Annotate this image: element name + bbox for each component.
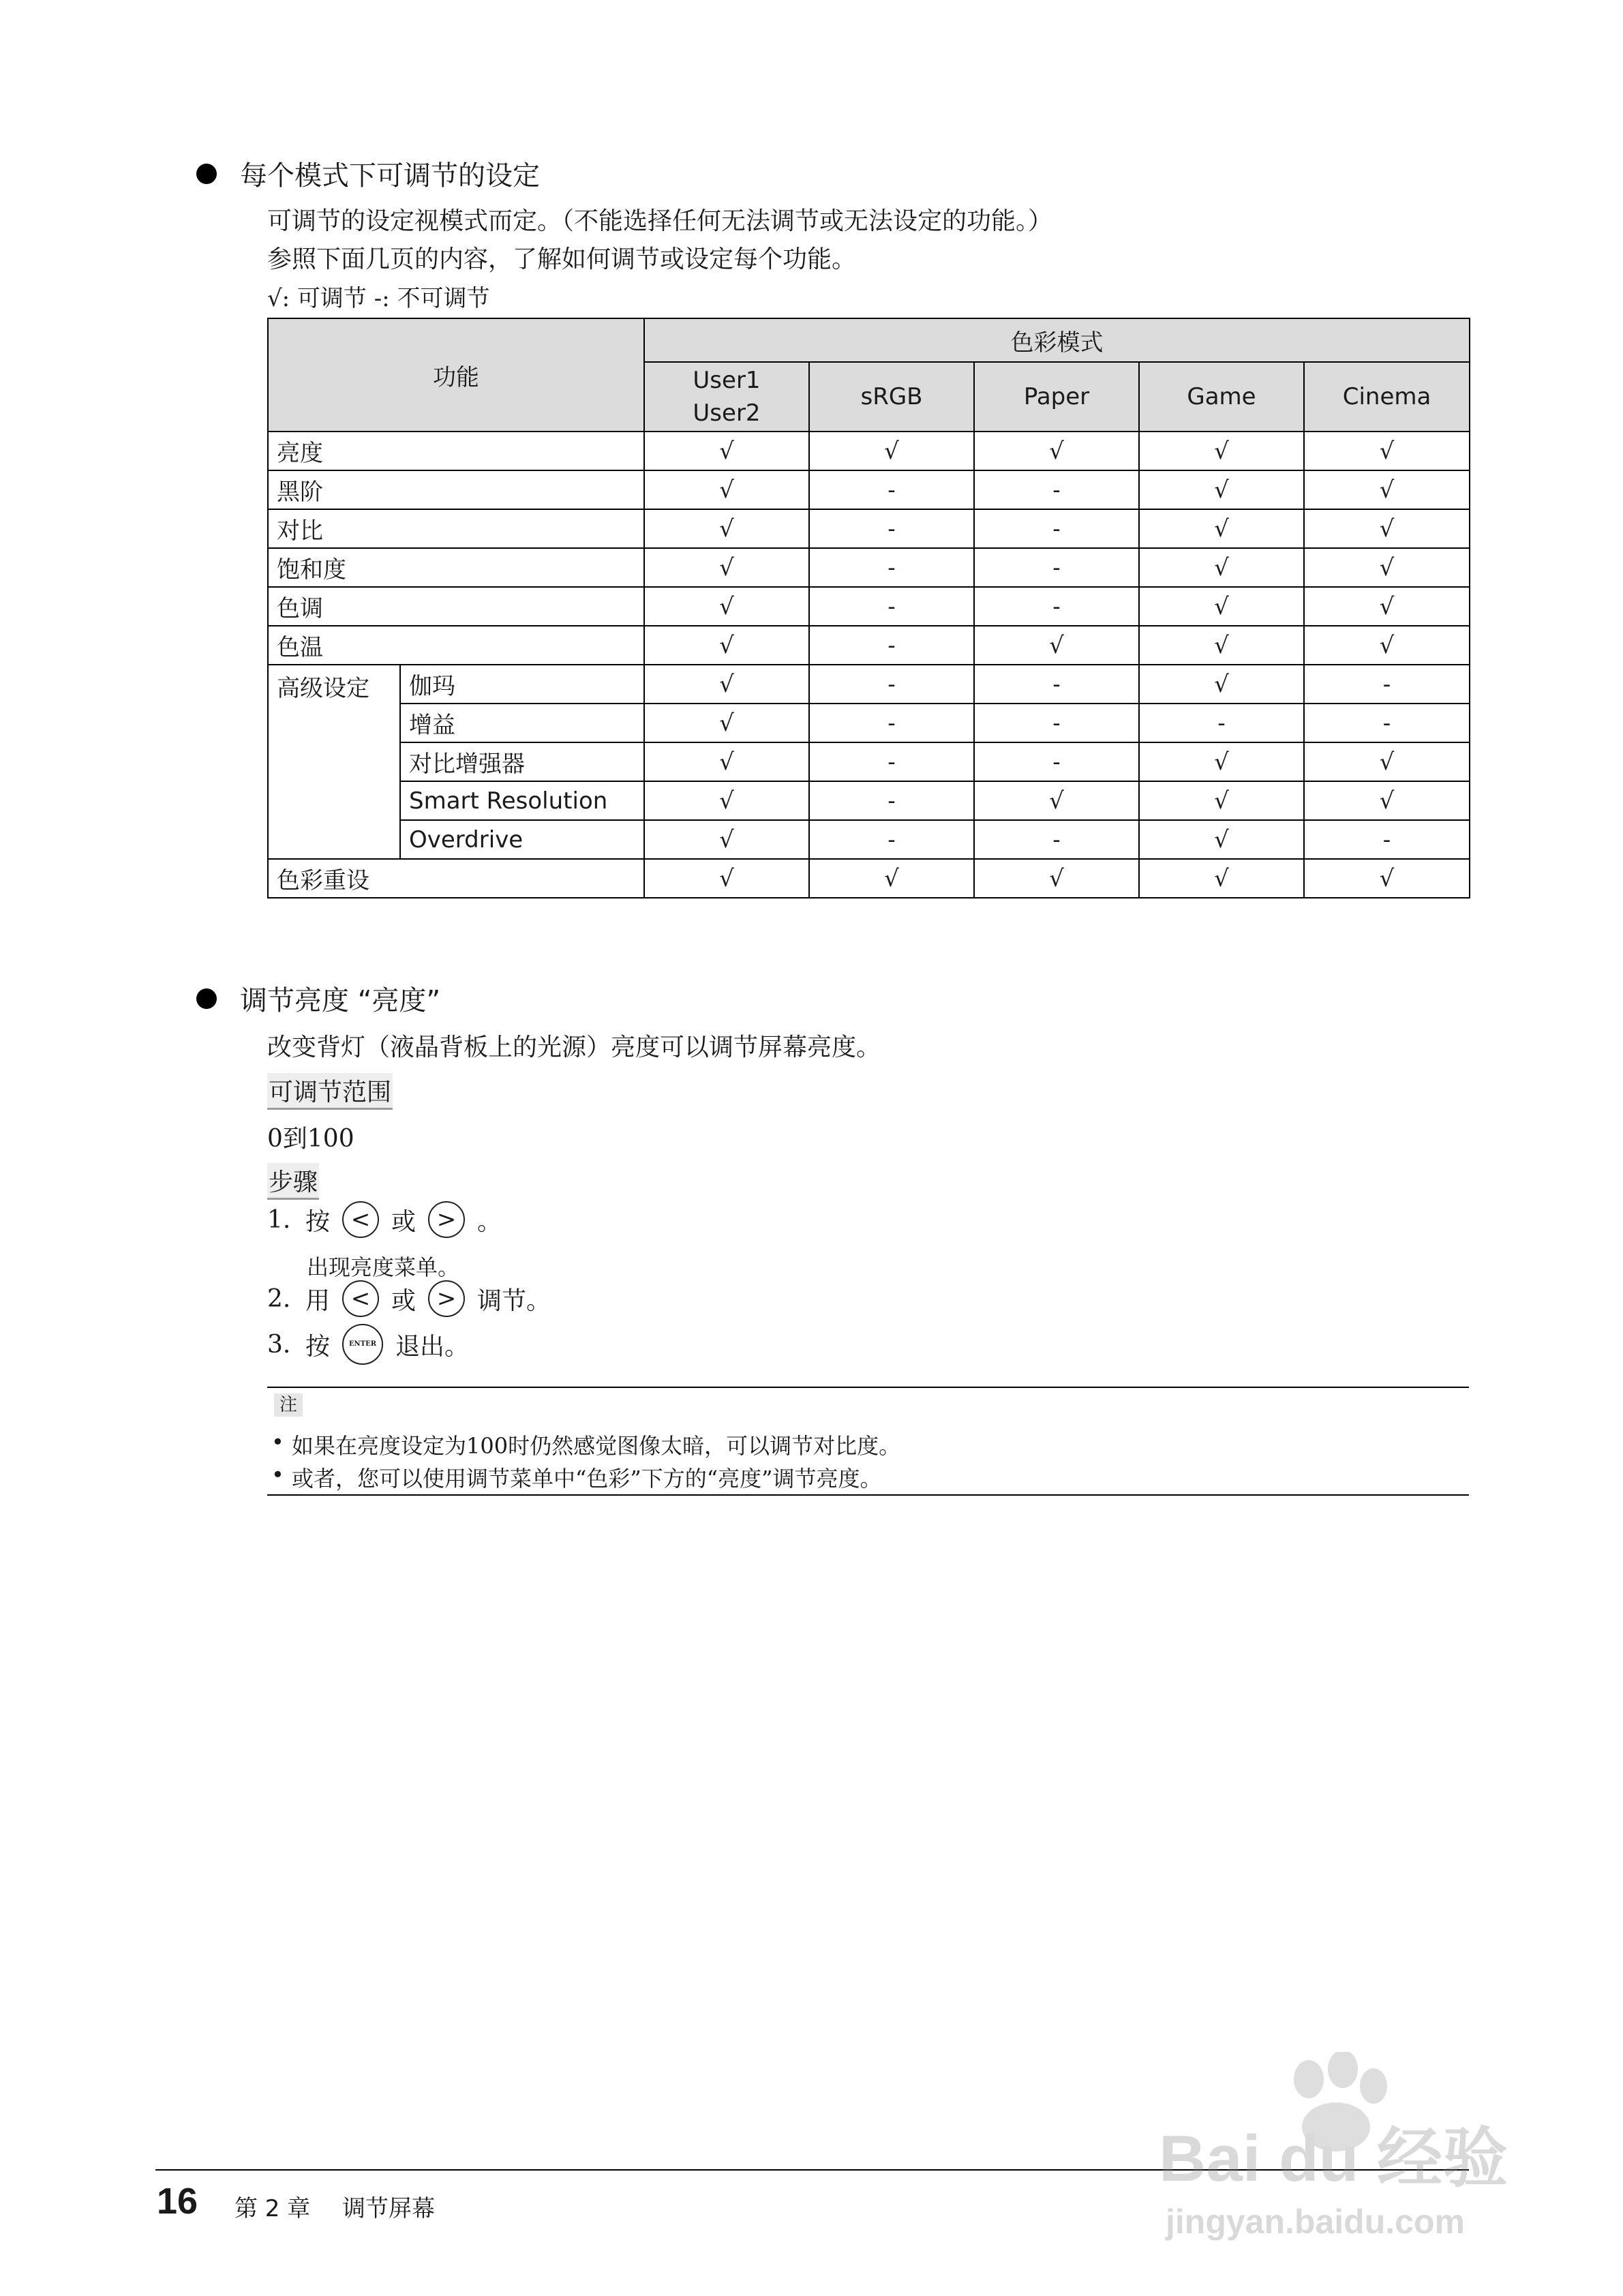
step-verb: 按 [305,1332,331,1361]
table-row [268,742,1470,781]
mode-settings-table [267,318,1470,898]
range-value: 0到100 [267,1125,354,1153]
legend-text: √: 可调节 -: 不可调节 [267,285,490,312]
note-text: 或者，您可以使用调节菜单中“色彩”下方的“亮度”调节亮度。 [292,1466,882,1492]
mode-cell: - [974,509,1139,548]
brightness-description: 改变背灯（液晶背板上的光源）亮度可以调节屏幕亮度。 [267,1033,881,1061]
note-bottom-rule [267,1494,1469,1496]
mode-cell: - [809,704,974,742]
color-mode-header: 色彩模式 [644,318,1470,362]
mode-cell: √ [1304,742,1470,781]
step-end: 。 [477,1207,502,1236]
advanced-settings-label: 高级设定 [268,665,400,859]
mode-cell: √ [644,704,809,742]
mode-cell: √ [644,665,809,704]
section-heading-modes [196,154,540,193]
mode-cell: √ [644,432,809,470]
step-verb: 按 [305,1207,331,1236]
mode-cell: √ [1139,859,1304,898]
mode-cell: √ [644,781,809,820]
step-3 [267,1324,469,1365]
function-label: 伽玛 [400,665,644,704]
mode-cell: - [974,742,1139,781]
function-label: 亮度 [268,432,644,470]
mode-cell: √ [1304,432,1470,470]
bullet-icon [196,988,217,1009]
mode-cell: √ [644,626,809,665]
function-label: Smart Resolution [400,781,644,820]
function-label: 饱和度 [268,548,644,587]
mode-cell: √ [1139,509,1304,548]
chapter-title: 调节屏幕 [342,2195,435,2222]
mode-cell: √ [809,432,974,470]
note-tag: 注 [274,1393,303,1417]
mode-cell: √ [974,859,1139,898]
table-row [268,665,1470,704]
step-1 [267,1201,502,1238]
step-2 [267,1280,551,1317]
mode-cell: - [809,626,974,665]
mode-cell: √ [644,742,809,781]
table-row [268,548,1470,587]
table-row [268,820,1470,859]
mode-cell: - [974,820,1139,859]
note-item-2: • 或者，您可以使用调节菜单中“色彩”下方的“亮度”调节亮度。 [271,1462,882,1492]
note-item-1: • 如果在亮度设定为100时仍然感觉图像太暗，可以调节对比度。 [271,1429,901,1459]
mode-cell: - [1304,820,1470,859]
mode-cell: √ [809,859,974,898]
table-row [268,470,1470,509]
mode-cell: √ [1139,548,1304,587]
mode-cell: √ [644,859,809,898]
mode-cell: √ [1139,820,1304,859]
left-arrow-key-icon: < [342,1280,379,1317]
mode-cell: - [809,820,974,859]
bullet-icon [196,164,217,184]
function-label: 色调 [268,587,644,626]
note-text: 如果在亮度设定为100时仍然感觉图像太暗，可以调节对比度。 [292,1433,901,1459]
function-label: Overdrive [400,820,644,859]
step-end: 退出。 [395,1332,470,1361]
mode-cell: √ [1139,587,1304,626]
mode-cell: √ [974,626,1139,665]
mode-cell: √ [644,820,809,859]
step-number: 2. [267,1284,291,1313]
mode-column-header: User1 User2 [644,362,809,432]
step-or: 或 [391,1286,416,1315]
function-header: 功能 [268,318,644,432]
mode-column-header: Paper [974,362,1139,432]
mode-cell: √ [1139,470,1304,509]
mode-cell: √ [1304,470,1470,509]
mode-cell: - [1304,704,1470,742]
mode-cell: - [974,470,1139,509]
step-number: 3. [267,1330,291,1359]
mode-cell: - [809,742,974,781]
function-label: 对比增强器 [400,742,644,781]
mode-cell: √ [1304,548,1470,587]
mode-cell: √ [1139,665,1304,704]
range-label: 可调节范围 [267,1073,393,1110]
baidu-watermark [1152,2052,1534,2256]
right-arrow-key-icon: > [428,1201,465,1238]
mode-cell: √ [1304,509,1470,548]
watermark-logo: Bai du 经验 [1159,2122,1508,2195]
mode-cell: √ [974,781,1139,820]
section-title: 调节亮度 “亮度” [240,985,441,1016]
table-row [268,432,1470,470]
mode-cell: √ [1139,781,1304,820]
page-number: 16 [157,2181,198,2222]
function-label: 色温 [268,626,644,665]
mode-cell: √ [644,587,809,626]
intro-line-2: 参照下面几页的内容，了解如何调节或设定每个功能。 [267,245,857,273]
step-or: 或 [391,1207,416,1236]
intro-line-1: 可调节的设定视模式而定。（不能选择任何无法调节或无法设定的功能。） [267,207,1053,235]
mode-cell: - [974,704,1139,742]
mode-cell: - [974,587,1139,626]
function-label: 色彩重设 [268,859,644,898]
enter-key-icon: ENTER [342,1324,383,1365]
watermark-url: jingyan.baidu.com [1166,2203,1465,2241]
mode-cell: √ [644,548,809,587]
mode-cell: √ [1304,781,1470,820]
mode-cell: √ [974,432,1139,470]
mode-cell: - [809,665,974,704]
mode-cell: - [1304,665,1470,704]
table-row [268,859,1470,898]
mode-cell: √ [1139,626,1304,665]
mode-cell: - [1139,704,1304,742]
mode-cell: √ [1139,742,1304,781]
table-row [268,626,1470,665]
section-title: 每个模式下可调节的设定 [240,160,540,192]
table-row [268,587,1470,626]
mode-cell: √ [1304,587,1470,626]
step-number: 1. [267,1205,291,1234]
right-arrow-key-icon: > [428,1280,465,1317]
mode-cell: - [809,587,974,626]
mode-cell: √ [1139,432,1304,470]
function-label: 增益 [400,704,644,742]
step-1-result: 出现亮度菜单。 [307,1254,460,1280]
step-verb: 用 [305,1286,331,1315]
function-label: 黑阶 [268,470,644,509]
mode-cell: √ [644,509,809,548]
procedure-label: 步骤 [267,1163,319,1200]
mode-column-header: sRGB [809,362,974,432]
mode-cell: √ [644,470,809,509]
mode-cell: - [809,548,974,587]
note-top-rule [267,1387,1469,1388]
mode-column-header: Game [1139,362,1304,432]
mode-cell: - [974,548,1139,587]
table-row [268,781,1470,820]
table-row [268,509,1470,548]
section-heading-brightness [196,979,440,1018]
chapter-label: 第 2 章 [234,2195,311,2222]
mode-cell: - [809,470,974,509]
mode-cell: - [974,665,1139,704]
mode-cell: - [809,509,974,548]
mode-cell: - [809,781,974,820]
mode-cell: √ [1304,626,1470,665]
mode-cell: √ [1304,859,1470,898]
step-end: 调节。 [477,1286,551,1315]
function-label: 对比 [268,509,644,548]
mode-column-header: Cinema [1304,362,1470,432]
left-arrow-key-icon: < [342,1201,379,1238]
table-row [268,704,1470,742]
